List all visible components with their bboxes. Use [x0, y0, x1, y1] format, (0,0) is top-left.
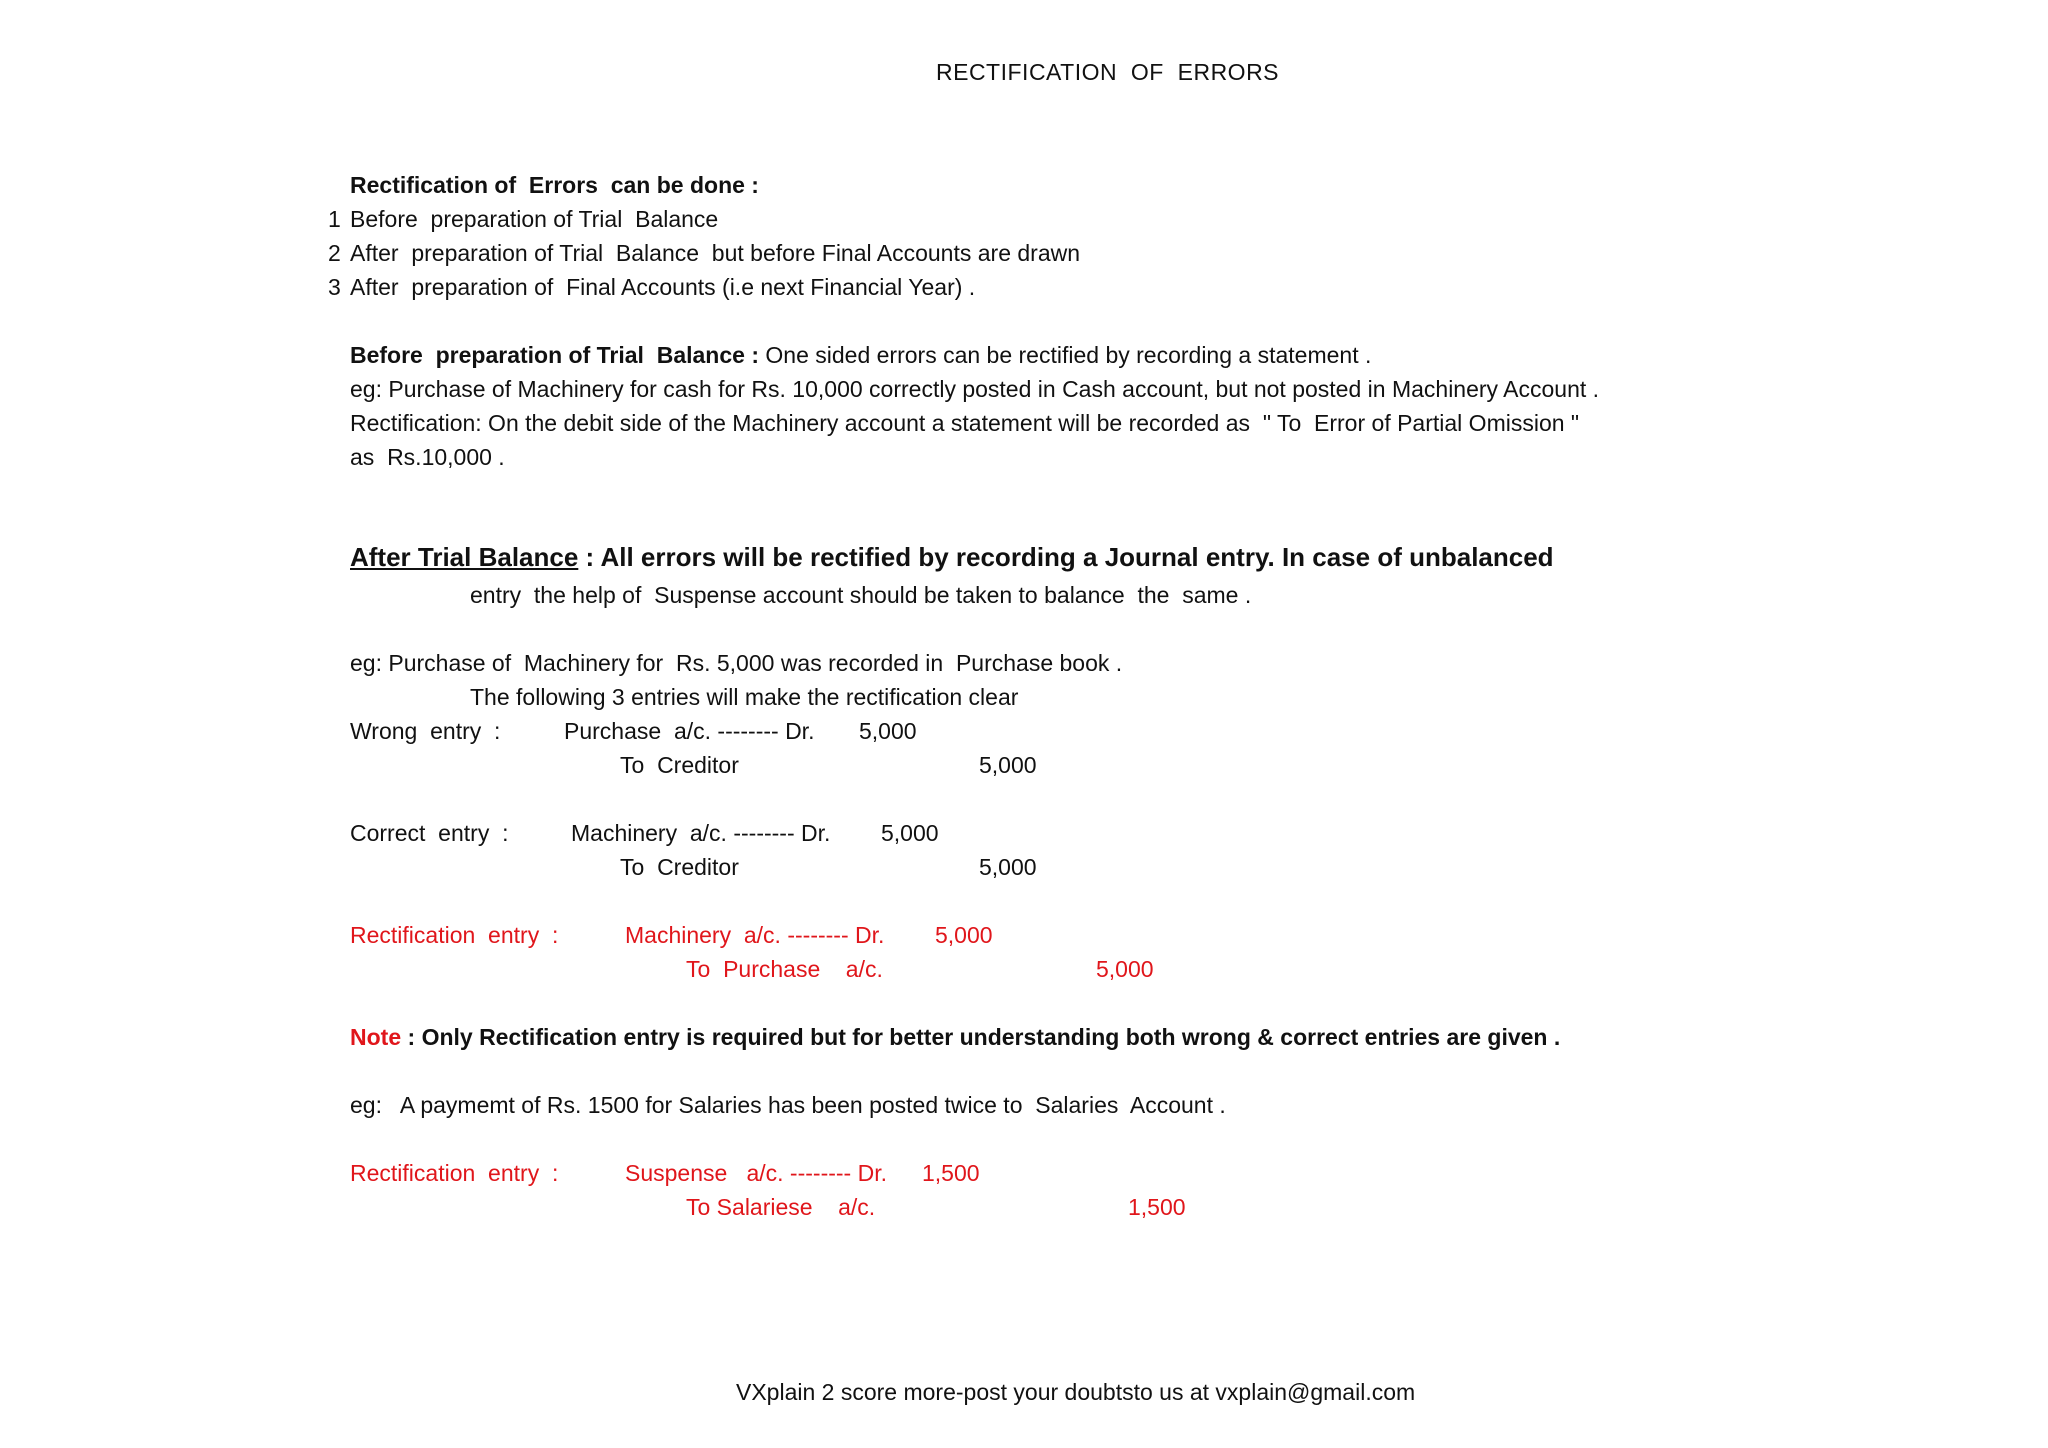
example1-line1: eg: Purchase of Machinery for Rs. 5,000 was recorded in Purchase book . [350, 650, 1123, 676]
rectification-entry-credit-amount: 1,500 [1128, 1194, 1186, 1220]
after-tb-paragraph [350, 542, 1554, 572]
wrong-entry-credit-amount: 5,000 [979, 752, 1037, 778]
before-tb-rectification-line2: as Rs.10,000 . [350, 444, 505, 470]
page-title: RECTIFICATION OF ERRORS [936, 59, 1280, 85]
list-item: After preparation of Trial Balance but before Final Accounts are drawn [350, 240, 1081, 266]
wrong-entry-credit: To Creditor [620, 752, 739, 778]
example1-line2: The following 3 entries will make the rectification clear [470, 684, 1019, 710]
correct-entry-debit: Machinery a/c. -------- Dr. [571, 820, 831, 846]
list-item-number: 2 [328, 240, 341, 266]
rectification-entry-debit-amount: 1,500 [922, 1160, 980, 1186]
rectification-entry-credit: To Salariese a/c. [686, 1194, 876, 1220]
before-tb-rectification-line1: Rectification: On the debit side of the Machinery account a statement will be recorded as " To Error of Partial Omission " [350, 410, 1580, 436]
rectification-entry-label: Rectification entry : [350, 922, 559, 948]
example2-line: eg: A paymemt of Rs. 1500 for Salaries has been posted twice to Salaries Account . [350, 1092, 1226, 1118]
intro-heading: Rectification of Errors can be done : [350, 172, 759, 198]
before-tb-text: One sided errors can be rectified by recording a statement . [759, 342, 1372, 368]
rectification-entry-credit-amount: 5,000 [1096, 956, 1154, 982]
before-tb-example: eg: Purchase of Machinery for cash for Rs. 10,000 correctly posted in Cash account, but not posted in Machinery Account . [350, 376, 1600, 402]
correct-entry-debit-amount: 5,000 [881, 820, 939, 846]
after-tb-text: : All errors will be rectified by recording a Journal entry. In case of unbalanced [578, 542, 1554, 572]
rectification-entry-debit: Suspense a/c. -------- Dr. [625, 1160, 887, 1186]
rectification-entry-label: Rectification entry : [350, 1160, 559, 1186]
wrong-entry-label: Wrong entry : [350, 718, 501, 744]
correct-entry-credit: To Creditor [620, 854, 739, 880]
footer-text: VXplain 2 score more-post your doubtsto us at vxplain@gmail.com [736, 1379, 1416, 1405]
after-tb-label: After Trial Balance [350, 542, 579, 572]
before-tb-paragraph [350, 340, 1371, 370]
correct-entry-label: Correct entry : [350, 820, 509, 846]
rectification-entry-debit: Machinery a/c. -------- Dr. [625, 922, 885, 948]
list-item: After preparation of Final Accounts (i.e next Financial Year) . [350, 274, 976, 300]
list-item-number: 1 [328, 206, 341, 232]
wrong-entry-debit-amount: 5,000 [859, 718, 917, 744]
after-tb-continuation: entry the help of Suspense account should be taken to balance the same . [470, 582, 1252, 608]
note-label: Note [350, 1024, 402, 1050]
rectification-entry-debit-amount: 5,000 [935, 922, 993, 948]
before-tb-label: Before preparation of Trial Balance : [350, 342, 759, 368]
note-text: : Only Rectification entry is required but for better understanding both wrong & correct entries are given . [401, 1024, 1561, 1050]
wrong-entry-debit: Purchase a/c. -------- Dr. [564, 718, 815, 744]
correct-entry-credit-amount: 5,000 [979, 854, 1037, 880]
note-paragraph [350, 1022, 1560, 1052]
rectification-entry-credit: To Purchase a/c. [686, 956, 883, 982]
list-item-number: 3 [328, 274, 341, 300]
list-item: Before preparation of Trial Balance [350, 206, 719, 232]
